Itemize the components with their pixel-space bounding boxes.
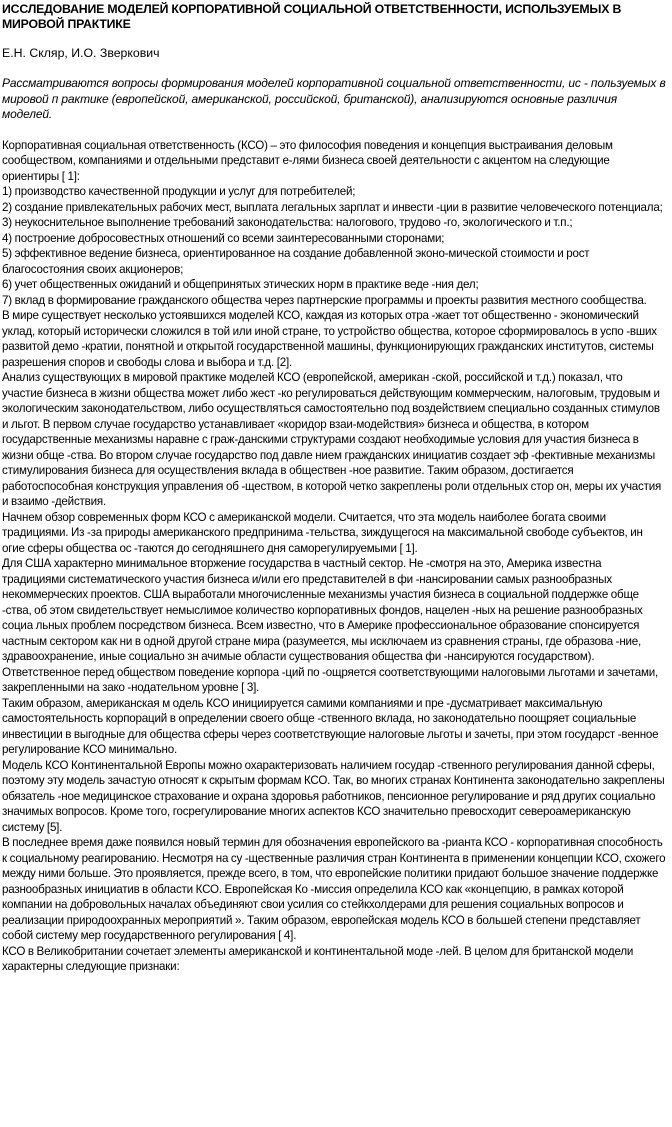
paper-body — [2, 138, 666, 975]
list-item: 5) эффективное ведение бизнеса, ориентированное на создание добавленной эконо-мической стоимости и рост благосостояния своих акционеров; — [2, 247, 590, 276]
list-item: 6) учет общественных ожиданий и общепринятых этических норм в практике веде -ния дел; — [2, 278, 479, 291]
list-item: 3) неукоснительное выполнение требований законодательства: налогового, трудово -го, экологического и т.п.; — [2, 216, 573, 229]
paper-authors: Е.Н. Скляр, И.О. Зверкович — [2, 46, 160, 60]
body-paragraph: Начнем обзор современных форм КСО с американской модели. Считается, что эта модель наиболее богата своими традициями. Из -за природы американского предпринима -тельства, зиждущегося на максимальной свободе субъектов, ин огие сферы общества ос -таются до сегодняшнего дня саморегулируемыми [ 1]. — [2, 510, 643, 555]
list-item: 2) создание привлекательных рабочих мест, выплата легальных зарплат и инвести -ции в развитие человеческого потенциала; — [2, 200, 663, 214]
body-paragraph: Таким образом, американская м одель КСО инициируется самими компаниями и пре -дусматривает максимальную самостоятельность корпораций в определении своего обще -ственного вклада, но законодательно поощряет социальные инвестиции в выгодные для общества сферы через соответствующие налоговые льготы и зачеты, при этом государст -венное регулирование КСО минимально. — [2, 696, 659, 756]
list-item: 1) производство качественной продукции и услуг для потребителей; — [2, 185, 356, 198]
body-paragraph: Модель КСО Континентальной Европы можно охарактеризовать наличием государ -ственного регулирования данной сферы, поэтому эту модель зачастую относят к скрытым формам КСО. Так, во многих странах Континента законодательно закреплены обязатель -ное медицинское страхование и охрана здоровья работников, пенсионное регулирование и ряд других социально значимых вопросов. Кроме того, госрегулирование многих аспектов КСО значительно превосходит североамериканскую систему [5]. — [2, 758, 665, 834]
paper-abstract: Рассматриваются вопросы формирования моделей корпоративной социальной ответственности, ис - пользуемых в мировой п рактике (европейской, американской, российской, британской), анализируются основные различия моделей. — [2, 76, 666, 121]
body-paragraph: В последнее время даже появился новый термин для обозначения европейского ва -рианта КСО - корпоративная способность к социальному реагированию. Несмотря на су -щественные различия стран Континента в применении концепции КСО, схожего между ними больше. Это проявляется, прежде всего, в том, что европейские политики придают большое значение поддержке разнообразных инициатив в области КСО. Европейская Ко -миссия определила КСО как «концепцию, в рамках которой компании на добровольных началах объединяют свои усилия со стейкхолдерами для решения социальных вопросов и реализации природоохранных мероприятий ». Таким образом, европейская модель КСО в большей степени представляет собой систему мер государственного регулирования [ 4]. — [2, 836, 666, 942]
body-paragraph: Анализ существующих в мировой практике моделей КСО (европейской, американ -ской, российской и т.д.) показал, что участие бизнеса в жизни общества может либо жест -ко регулироваться действующим коммерческим, налоговым, трудовым и экологическим законодательством, либо осуществляться самостоятельно под воздействием специально созданных стимулов и льгот. В первом случае государство устанавливает «коридор взаи-модействия» бизнеса и общества, в котором государственные механизмы наравне с граж-данскими структурами создают необходимые условия для участия бизнеса в жизни обще -ства. Во втором случае государство под давле нием гражданских инициатив создает эф -фективные механизмы стимулирования бизнеса для осуществления вклада в обществен -ное развитие. Таким образом, достигается работоспособная конструкция управления об -ществом, в которой четко закреплены роли отдельных стор он, меры их участия и взаимо -действия. — [2, 371, 662, 508]
list-item: 7) вклад в формирование гражданского общества через партнерские программы и проекты развития местного сообщества. — [2, 293, 647, 307]
paper-title: ИССЛЕДОВАНИЕ МОДЕЛЕЙ КОРПОРАТИВНОЙ СОЦИАЛЬНОЙ ОТВЕТСТВЕННОСТИ, ИСПОЛЬЗУЕМЫХ В МИРОВОЙ ПРАКТИКЕ — [2, 2, 622, 31]
body-paragraph: Корпоративная социальная ответственность (КСО) – это философия поведения и концепция выстраивания деловым сообществом, компаниями и отдельными представит е-лями бизнеса своей деятельности с акцентом на следующие ориентиры [ 1]: — [2, 138, 613, 183]
body-paragraph: КСО в Великобритании сочетает элементы американской и континентальной моде -лей. В целом для британской модели характерны следующие признаки: — [2, 944, 634, 973]
body-paragraph: В мире существует несколько устоявшихся моделей КСО, каждая из которых отра -жает тот общественно - экономический уклад, который исторически сложился в той или иной стране, то устройство общества, которое сформировалось в успо -вших развитой демо -кратии, понятной и открытой государственной машины, функционирующих гражданских институтов, системы разрешения споров и свободы слова и выбора и т.д. [2]. — [2, 309, 657, 369]
list-item: 4) построение добросовестных отношений со всеми заинтересованными сторонами; — [2, 231, 445, 245]
body-paragraph: Для США характерно минимальное вторжение государства в частный сектор. Не -смотря на это, Америка известна традициями систематического участия бизнеса и/или его представителей в фи -нансировании самых разнообразных некоммерческих проектов. США выработали многочисленные механизмы участия бизнеса в социальной поддержке обще -ства, об этом свидетельствует немыслимое количество корпоративных фондов, нацелен -ных на решение разнообразных социа льных проблем посредством бизнеса. Всем известно, что в Америке профессиональное образование спонсируется частным сектором как ни в одной другой стране мира (разумеется, мы исключаем из сравнения страны, где образова -ние, здравоохранение, иные социально зн ачимые области существования общества фи -нансируются государством). Ответственное перед обществом поведение корпора -ций по -ощряется соответствующими налоговыми льготами и зачетами, закрепленными на зако -нодательном уровне [ 3]. — [2, 557, 659, 694]
